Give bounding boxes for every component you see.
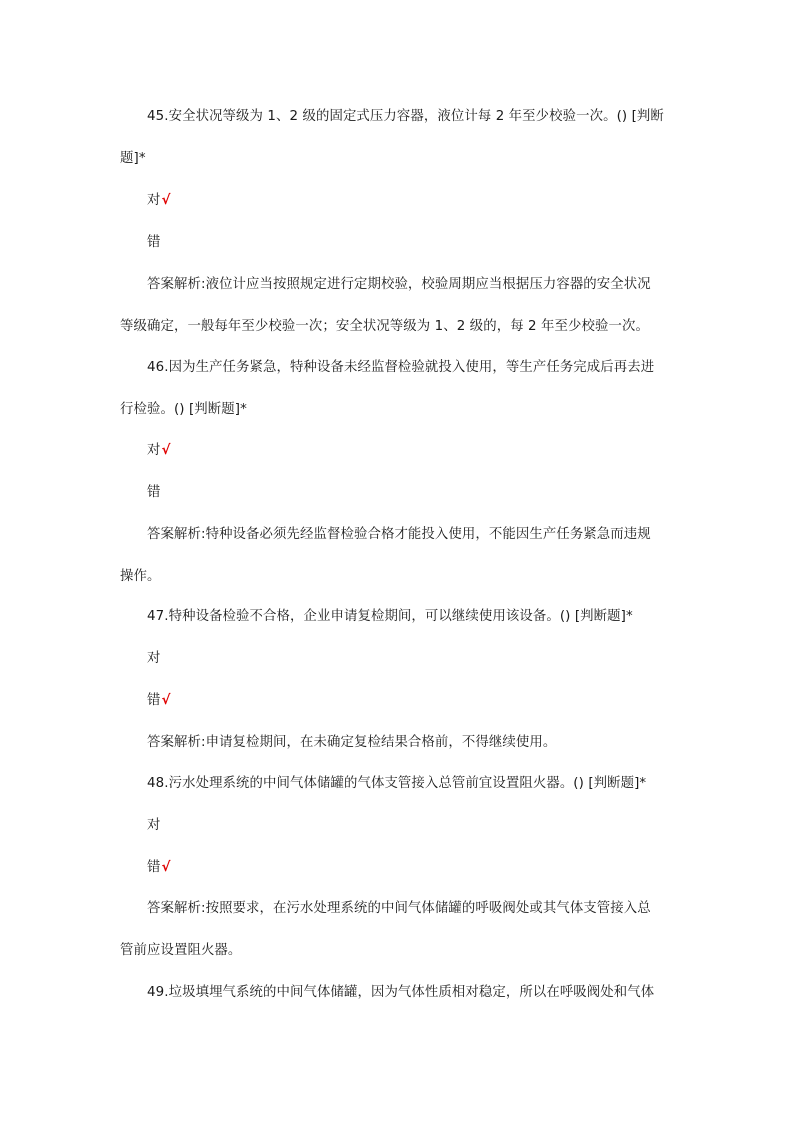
question-46-text-cont: 行检验。() [判断题]* — [120, 402, 247, 417]
question-45-option-false — [147, 234, 161, 252]
correct-check-icon: √ — [161, 443, 171, 458]
option-label: 对 — [147, 818, 161, 833]
question-45-option-true — [147, 192, 171, 210]
question-48-option-true — [147, 817, 161, 835]
question-48-text: 48.污水处理系统的中间气体储罐的气体支管接入总管前宜设置阻火器。() [判断题]* — [147, 776, 647, 791]
question-46-option-true — [147, 442, 171, 460]
correct-check-icon: √ — [161, 860, 171, 875]
question-46-text: 46.因为生产任务紧急，特种设备未经监督检验就投入使用，等生产任务完成后再去进 — [147, 360, 655, 375]
question-46-option-false — [147, 484, 161, 502]
option-label: 错 — [147, 693, 161, 708]
question-46-analysis-cont: 操作。 — [120, 569, 161, 584]
option-label: 错 — [147, 860, 161, 875]
question-47-option-false — [147, 692, 171, 710]
question-45-analysis-cont: 等级确定，一般每年至少校验一次；安全状况等级为 1、2 级的，每 2 年至少校验一次。 — [120, 319, 649, 334]
question-48-analysis: 答案解析:按照要求，在污水处理系统的中间气体储罐的呼吸阀处或其气体支管接入总 — [147, 901, 651, 916]
option-label: 错 — [147, 485, 161, 500]
option-label: 对 — [147, 443, 161, 458]
question-48-analysis-cont: 管前应设置阻火器。 — [120, 943, 242, 958]
question-47-text: 47.特种设备检验不合格，企业申请复检期间，可以继续使用该设备。() [判断题]* — [147, 609, 633, 624]
question-45-text-cont: 题]* — [120, 151, 146, 166]
correct-check-icon: √ — [161, 693, 171, 708]
option-label: 错 — [147, 235, 161, 250]
question-45-text: 45.安全状况等级为 1、2 级的固定式压力容器，液位计每 2 年至少校验一次。() [判断 — [147, 109, 664, 124]
question-49-text: 49.垃圾填埋气系统的中间气体储罐，因为气体性质相对稳定，所以在呼吸阀处和气体 — [147, 985, 655, 1000]
correct-check-icon: √ — [161, 193, 171, 208]
question-45-analysis: 答案解析:液位计应当按照规定进行定期校验，校验周期应当根据压力容器的安全状况 — [147, 277, 651, 292]
question-48-option-false — [147, 859, 171, 877]
option-label: 对 — [147, 193, 161, 208]
question-47-option-true — [147, 650, 161, 668]
question-47-analysis: 答案解析:申请复检期间，在未确定复检结果合格前，不得继续使用。 — [147, 735, 557, 750]
question-46-analysis: 答案解析:特种设备必须先经监督检验合格才能投入使用，不能因生产任务紧急而违规 — [147, 527, 651, 542]
option-label: 对 — [147, 651, 161, 666]
